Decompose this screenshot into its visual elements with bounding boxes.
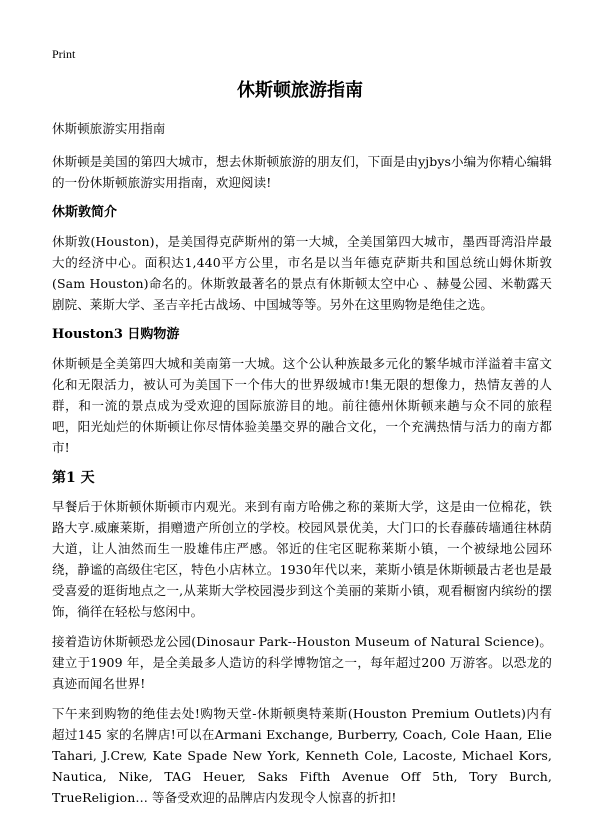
section-heading-shopping-tour: Houston3 日购物游 — [52, 327, 180, 342]
subtitle-text: 休斯顿旅游实用指南 — [52, 121, 166, 136]
section-heading-day-1: 第1 天 — [52, 470, 95, 486]
day-1-paragraph-rice: 早餐后于休斯顿休斯顿市内观光。来到有南方哈佛之称的莱斯大学，这是由一位棉花，铁路大亨.威廉莱斯，捐赠遗产所创立的学校。校园风景优美，大门口的长春藤砖墙通往林荫大道，让人油然而生一股雄伟庄严感。邻近的住宅区昵称莱斯小镇，一个被绿地公园环绕，静谧的高级住宅区，特色小店林立。1930年代以来，莱斯小镇是休斯顿最古老也是最受喜爱的逛街地点之一,从莱斯大学校园漫步到这个美丽的莱斯小镇，观看橱窗内缤纷的摆饰，徜徉在轻松与悠闲中。 — [52, 499, 552, 619]
print-link[interactable]: Print — [52, 47, 76, 61]
article-body — [52, 118, 552, 817]
section-paragraph-shopping-tour: 休斯顿是全美第四大城和美南第一大城。这个公认种族最多元化的繁华城市洋溢着丰富文化和无限活力，被认可为美国下一个伟大的世界级城市!集无限的想像力，热情友善的人群，和一流的景点成为受欢迎的国际旅游目的地。前往德州休斯顿来趟与众不同的旅程吧，阳光灿烂的休斯顿让你尽情体验美墨交界的融合文化，一个充满热情与活力的南方都市! — [52, 356, 552, 455]
section-paragraph-intro: 休斯敦(Houston)，是美国得克萨斯州的第一大城，全美国第四大城市，墨西哥湾沿岸最大的经济中心。面积达1,440平方公里，市名是以当年德克萨斯共和国总统山姆休斯敦(Sam Houston)命名的。休斯敦最著名的景点有休斯顿太空中心 、赫曼公园、米勒露天剧院、莱斯大学、圣吉辛托古战场、中国城等等。另外在这里购物是绝佳之选。 — [52, 234, 552, 312]
day-1-paragraph-museum: 接着造访休斯顿恐龙公园(Dinosaur Park--Houston Museum of Natural Science)。建立于1909 年，是全美最多人造访的科学博物馆之一，每年超过200 万游客。以恐龙的真迹而闻名世界! — [52, 634, 552, 691]
intro-paragraph: 休斯顿是美国的第四大城市，想去休斯顿旅游的朋友们，下面是由yjbys小编为你精心编辑的一份休斯顿旅游实用指南，欢迎阅读! — [52, 154, 552, 190]
page-title: 休斯顿旅游指南 — [237, 80, 363, 101]
day-1-paragraph-outlets: 下午来到购物的绝佳去处!购物天堂-休斯顿奥特莱斯(Houston Premium Outlets)内有超过145 家的名牌店!可以在Armani Exchange, Burberry, Coach, Cole Haan, Elie Tahari, J.Crew, Kate Spade New York, Kenneth Cole, Lacoste, Michael Kors, Nautica, Nike, TAG Heuer, Saks Fifth Avenue Off 5th, Tory Burch, TrueReligion… 等备受欢迎的品牌店内发现令人惊喜的折扣! — [52, 706, 552, 805]
section-heading-intro: 休斯敦简介 — [52, 205, 118, 220]
